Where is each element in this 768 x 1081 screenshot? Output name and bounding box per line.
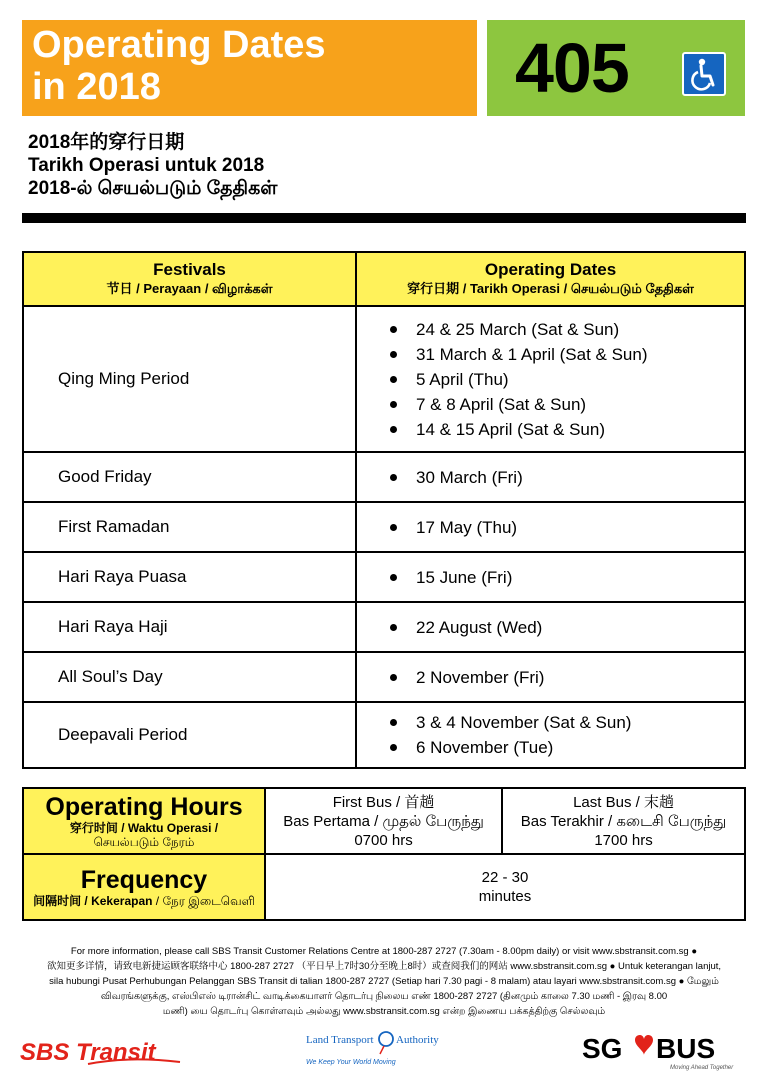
dates-list — [358, 317, 743, 442]
festival-name: First Ramadan — [23, 502, 356, 552]
dates-list — [358, 710, 743, 760]
date-item: 31 March & 1 April (Sat & Sun) — [390, 342, 743, 367]
svg-text:Moving Ahead Together: Moving Ahead Together — [670, 1065, 734, 1071]
date-item: 14 & 15 April (Sat & Sun) — [390, 417, 743, 442]
frequency-value: 22 - 30 minutes — [265, 854, 745, 920]
svg-text:SG: SG — [582, 1033, 623, 1064]
date-item: 6 November (Tue) — [390, 735, 743, 760]
dates-list — [358, 465, 743, 490]
table-row — [23, 602, 745, 652]
dates-list — [358, 615, 743, 640]
festival-dates — [356, 702, 745, 768]
divider-bar — [22, 213, 746, 223]
table-row — [23, 306, 745, 452]
operating-hours-label: Operating Hours 穿行时间 / Waktu Operasi / செயல்படும் நேரம் — [23, 788, 265, 854]
table-row — [23, 652, 745, 702]
lta-logo — [300, 1028, 460, 1073]
festival-dates — [356, 306, 745, 452]
subtitle-tamil: 2018-ல் செயல்படும் தேதிகள் — [28, 178, 278, 199]
svg-text:BUS: BUS — [656, 1033, 716, 1064]
svg-text:We Keep Your World Moving: We Keep Your World Moving — [306, 1059, 396, 1066]
date-item: 2 November (Fri) — [390, 665, 743, 690]
table-row — [23, 502, 745, 552]
wheelchair-accessible-icon — [682, 52, 726, 96]
footer-info: For more information, please call SBS Transit Customer Relations Centre at 1800-287 2727 (7.30am - 8.00pm daily) or visit www.sbstransit.com.sg ● 欲知更多详情，请致电新捷运顾客联络中心 1800-287 2727 （平日早上7时30分至晚上8时）或查阅我们的网站 www.sbstransit.com.sg ● Untuk keterangan lanjut, sila hubungi Pusat Perhubungan Pelanggan SBS Transit di talian 1800-287 2727 (Setiap hari 7.30 pagi - 8 malam) atau layari www.sbstransit.com.sg ● மேலும் விவரங்களுக்கு, எஸ்பிஎஸ் டிரான்சிட் வாடிக்கையாளர் தொடர்பு நிலைய எண் 1800-287 2727 (தினமும் காலை 7.30 மணி - இரவு 8.00 மணி) யை தொடர்பு கொள்ளவும் அல்லது www.sbstransit.com.sg என்ற இணைய பக்கத்திற்கு செல்லவும் — [46, 946, 722, 1017]
operating-dates-table — [22, 251, 746, 769]
date-item: 22 August (Wed) — [390, 615, 743, 640]
festival-name: All Soul’s Day — [23, 652, 356, 702]
date-item: 17 May (Thu) — [390, 515, 743, 540]
festival-name: Hari Raya Haji — [23, 602, 356, 652]
date-item: 15 June (Fri) — [390, 565, 743, 590]
date-item: 5 April (Thu) — [390, 367, 743, 392]
date-item: 24 & 25 March (Sat & Sun) — [390, 317, 743, 342]
table-row — [23, 452, 745, 502]
first-bus-time: 0700 hrs — [354, 831, 413, 849]
operating-hours-table — [22, 787, 746, 921]
festival-name: Good Friday — [23, 452, 356, 502]
subtitles — [28, 131, 277, 200]
sbs-transit-logo — [18, 1030, 188, 1070]
festival-name: Hari Raya Puasa — [23, 552, 356, 602]
festival-dates — [356, 552, 745, 602]
table-row — [23, 702, 745, 768]
page-title: Operating Dates in 2018 — [32, 24, 326, 108]
date-item: 7 & 8 April (Sat & Sun) — [390, 392, 743, 417]
route-banner — [487, 20, 745, 116]
sgbus-logo — [580, 1028, 750, 1073]
subtitle-malay: Tarikh Operasi untuk 2018 — [28, 155, 265, 176]
frequency-label: Frequency 间隔时间 / Kekerapan / நேர இடைவெளி — [23, 854, 265, 920]
svg-text:Land Transport: Land Transport — [306, 1034, 374, 1046]
date-item: 3 & 4 November (Sat & Sun) — [390, 710, 743, 735]
festival-dates — [356, 602, 745, 652]
dates-list — [358, 515, 743, 540]
festival-name: Deepavali Period — [23, 702, 356, 768]
dates-list — [358, 565, 743, 590]
festivals-header: Festivals 节日 / Perayaan / விழாக்கள் — [23, 252, 356, 306]
dates-list — [358, 665, 743, 690]
title-banner — [22, 20, 477, 116]
svg-text:Authority: Authority — [396, 1034, 439, 1046]
last-bus-cell: Last Bus / 末趟 Bas Terakhir / கடைசி பேருந்து 1700 hrs — [502, 788, 745, 854]
first-bus-cell: First Bus / 首趟 Bas Pertama / முதல் பேருந்து 0700 hrs — [265, 788, 502, 854]
festival-name: Qing Ming Period — [23, 306, 356, 452]
operating-dates-header: Operating Dates 穿行日期 / Tarikh Operasi / செயல்படும் தேதிகள் — [356, 252, 745, 306]
table-row — [23, 552, 745, 602]
subtitle-chinese: 2018年的穿行日期 — [28, 132, 185, 153]
festival-dates — [356, 502, 745, 552]
last-bus-time: 1700 hrs — [594, 831, 653, 849]
svg-text:SBS Transit: SBS Transit — [20, 1039, 156, 1066]
route-number: 405 — [515, 29, 629, 107]
festival-dates — [356, 652, 745, 702]
date-item: 30 March (Fri) — [390, 465, 743, 490]
festival-dates — [356, 452, 745, 502]
